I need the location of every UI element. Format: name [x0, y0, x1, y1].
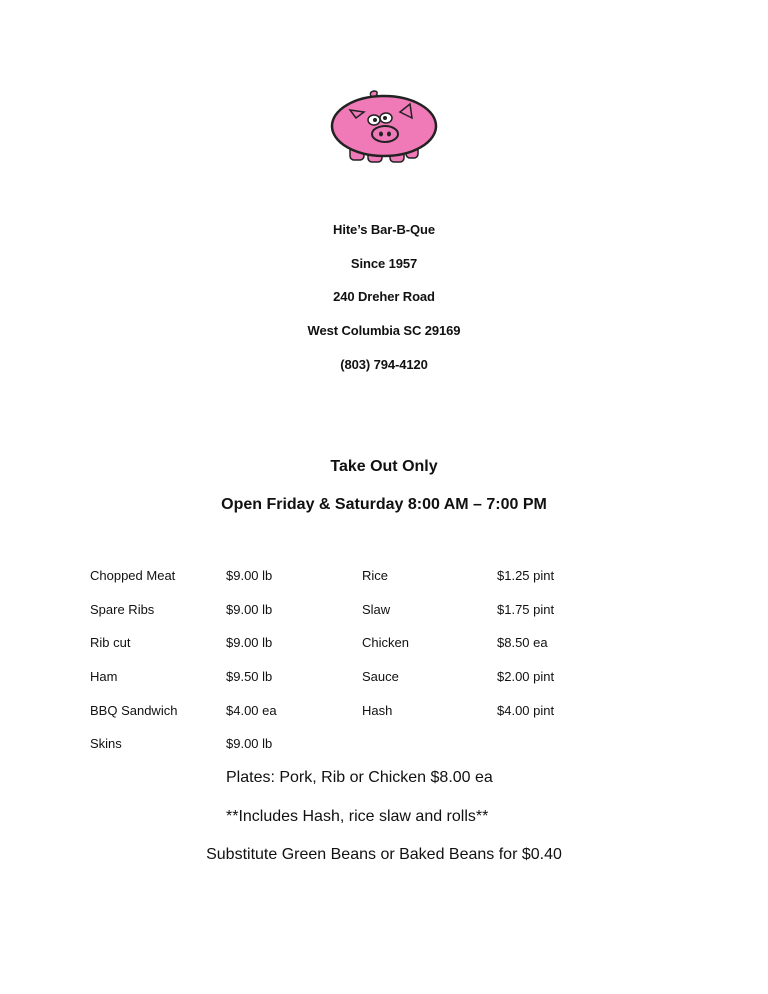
menu-item-name: Sauce: [362, 669, 399, 684]
menu-item-name: Rib cut: [90, 635, 131, 650]
menu-item-price: $4.00 pint: [497, 703, 555, 718]
restaurant-name: Hite’s Bar-B-Que: [333, 222, 435, 237]
menu-item-name: BBQ Sandwich: [90, 703, 178, 718]
opening-hours: Open Friday & Saturday 8:00 AM – 7:00 PM: [221, 496, 547, 513]
menu-item-price: $4.00 ea: [226, 703, 277, 718]
menu-item-price: $9.00 lb: [226, 736, 273, 751]
menu-item-price: $9.00 lb: [226, 568, 273, 583]
since-year: Since 1957: [350, 256, 418, 271]
plates-includes: **Includes Hash, rice slaw and rolls**: [226, 808, 489, 825]
city-state-zip: West Columbia SC 29169: [307, 323, 461, 338]
pig-logo: [328, 88, 438, 168]
pig-icon: [328, 88, 438, 168]
phone-number: (803) 794-4120: [340, 357, 428, 372]
menu-item-price: $9.00 lb: [226, 602, 273, 617]
street-address: 240 Dreher Road: [333, 289, 435, 304]
menu-item-name: Slaw: [362, 602, 391, 617]
menu-item-price: $9.00 lb: [226, 635, 273, 650]
menu-item-name: Ham: [90, 669, 118, 684]
menu-item-name: Skins: [90, 736, 122, 751]
menu-item-price: $2.00 pint: [497, 669, 555, 684]
plates-line: Plates: Pork, Rib or Chicken $8.00 ea: [226, 769, 493, 786]
service-type: Take Out Only: [330, 458, 438, 475]
menu-item-name: Spare Ribs: [90, 602, 155, 617]
menu-item-price: $8.50 ea: [497, 635, 548, 650]
menu-item-name: Chicken: [362, 635, 409, 650]
menu-item-price: $1.25 pint: [497, 568, 555, 583]
menu-item-name: Hash: [362, 703, 393, 718]
menu-item-name: Chopped Meat: [90, 568, 176, 583]
substitute-note: Substitute Green Beans or Baked Beans for $0.40: [206, 846, 562, 863]
menu-item-price: $1.75 pint: [497, 602, 555, 617]
menu-item-price: $9.50 lb: [226, 669, 273, 684]
menu-item-name: Rice: [362, 568, 389, 583]
